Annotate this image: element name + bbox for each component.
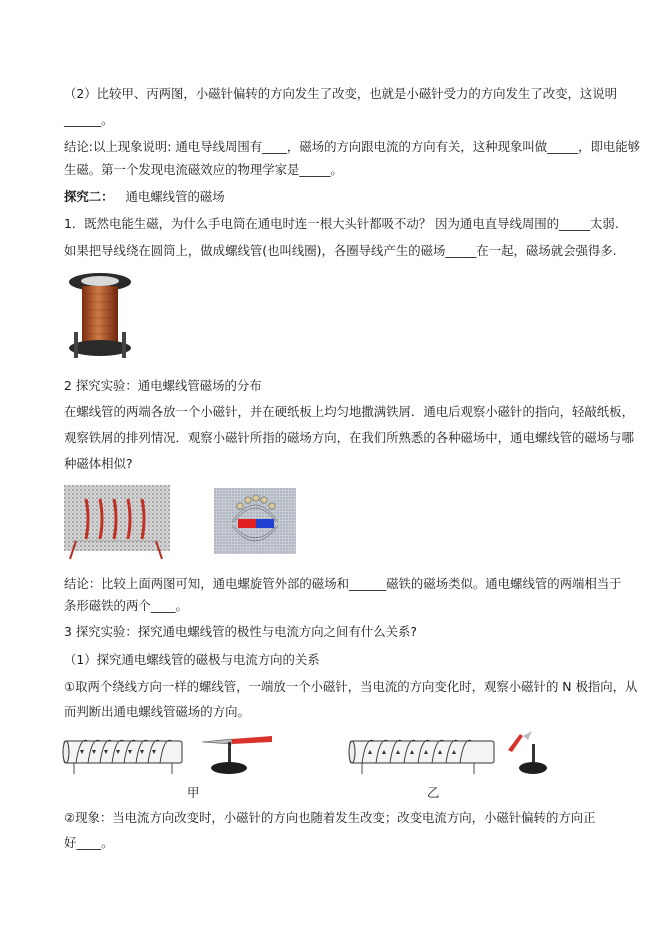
text-line-4: 生磁。第一个发现电流磁效应的物理学家是_____。 <box>64 162 343 177</box>
solenoid-diagram-jia <box>62 728 284 778</box>
section-title: 通电螺线管的磁场 <box>125 189 225 204</box>
text-line-14: 3 探究实验：探究通电螺线管的极性与电流方向之间有什么关系? <box>64 624 417 639</box>
solenoid-diagram-yi <box>348 728 570 778</box>
text-line-17: 而判断出通电螺线管磁场的方向。 <box>64 704 250 719</box>
section-label: 探究二： <box>64 189 114 204</box>
solenoid-iron-filings-image <box>64 485 174 560</box>
text-line-18: ②现象：当电流方向改变时，小磁针的方向也随着发生改变；改变电流方向，小磁针偏转的方向正 <box>64 810 596 825</box>
section-heading <box>64 189 225 205</box>
caption-jia: 甲 <box>187 785 200 800</box>
text-line-7: 如果把导线绕在圆筒上，做成螺线管(也叫线圈)，各圈导线产生的磁场_____在一起，磁场就会强得多. <box>64 243 617 258</box>
text-line-15: （1）探究通电螺线管的磁极与电流方向的关系 <box>64 652 320 667</box>
solenoid-coil-image <box>66 270 136 362</box>
text-line-2: ______。 <box>64 112 114 127</box>
text-line-9: 在螺线管的两端各放一个小磁针，并在硬纸板上均匀地撒满铁屑．通电后观察小磁针的指向，轻敲纸板， <box>64 404 634 419</box>
caption-yi: 乙 <box>427 785 440 800</box>
text-line-16: ①取两个绕线方向一样的螺线管，一端放一个小磁针，当电流的方向变化时，观察小磁针的 N 极指向，从 <box>64 679 638 694</box>
text-line-1: （2）比较甲、丙两图，小磁针偏转的方向发生了改变，也就是小磁针受力的方向发生了改变，这说明 <box>64 86 618 101</box>
text-line-6: 1．既然电能生磁，为什么手电筒在通电时连一根大头针都吸不动？ 因为通电直导线周围的_____太弱. <box>64 216 619 231</box>
text-line-12: 结论：比较上面两图可知，通电螺旋管外部的磁场和______磁铁的磁场类似。通电螺线管的两端相当于 <box>64 576 622 591</box>
text-line-8: 2 探究实验：通电螺线管磁场的分布 <box>64 378 262 393</box>
text-line-13: 条形磁铁的两个____。 <box>64 598 188 613</box>
text-line-19: 好____。 <box>64 835 114 850</box>
text-line-3: 结论:以上现象说明: 通电导线周围有____，磁场的方向跟电流的方向有关，这种现象叫做_____，即电能够 <box>64 139 641 154</box>
text-line-10: 观察铁屑的排列情况．观察小磁针所指的磁场方向，在我们所熟悉的各种磁场中，通电螺线管的磁场与哪 <box>64 430 634 445</box>
text-line-11: 种磁体相似? <box>64 456 133 471</box>
bar-magnet-field-image <box>214 488 296 554</box>
